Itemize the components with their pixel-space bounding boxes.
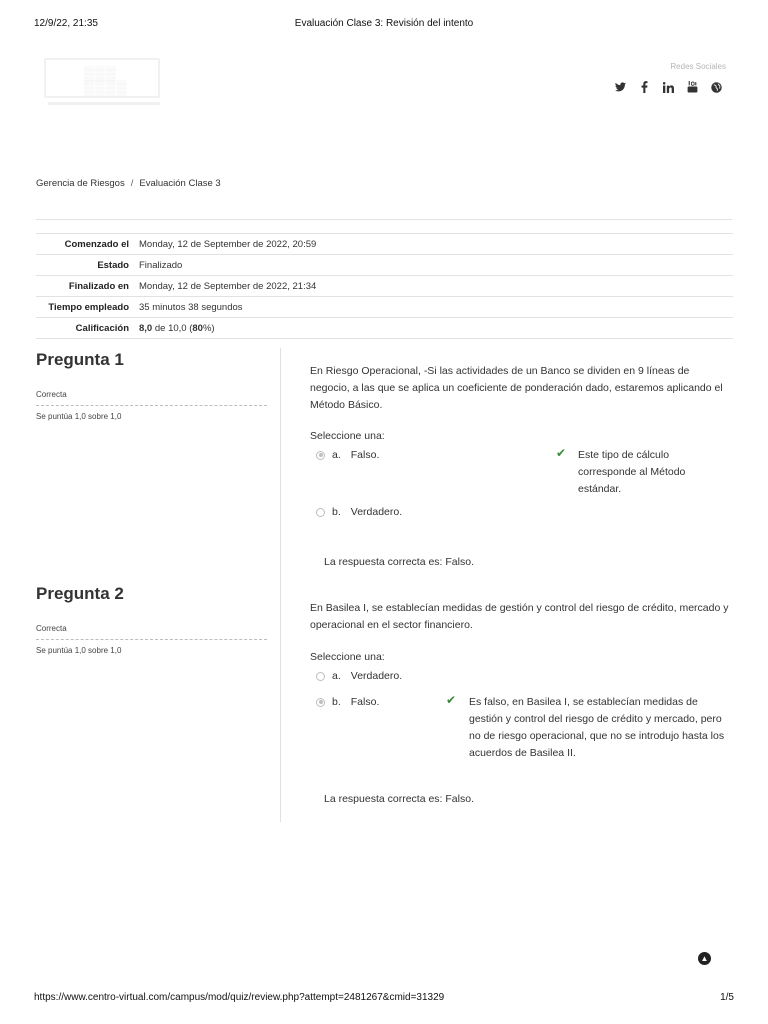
question-title: Pregunta 1 xyxy=(36,350,124,369)
logo-wordmark: ▒▒▒ ▒▒▒▒ xyxy=(84,65,128,95)
social-label: Redes Sociales xyxy=(670,62,726,71)
summary-value: Finalizado xyxy=(135,255,733,276)
question-text: En Riesgo Operacional, -Si las actividades de un Banco se dividen en 9 líneas de negocio, a las que se aplica un coeficiente de ponderación dado, estaremos aplicando el Método Básico. xyxy=(310,365,723,411)
grade-mid: de 10,0 ( xyxy=(152,323,193,334)
summary-label: Tiempo empleado xyxy=(36,297,135,318)
option-letter: a. xyxy=(332,449,341,461)
question-text: En Basilea I, se establecían medidas de gestión y control del riesgo de crédito, mercado y operacional en el sector financiero. xyxy=(310,602,729,631)
option-feedback: Este tipo de cálculo corresponde al Método estándar. xyxy=(578,449,686,495)
grade-percent: 80 xyxy=(192,323,203,334)
checkmark-icon: ✔ xyxy=(556,446,567,460)
answer-option-b[interactable] xyxy=(316,696,379,708)
radio-button[interactable] xyxy=(316,698,325,707)
attempt-summary-table xyxy=(36,233,733,339)
option-feedback: Es falso, en Basilea I, se establecían medidas de gestión y control del riesgo de crédito y mercado, pero no de riesgo operacional, que no se introdujo hasta los acuerdos de Basilea II. xyxy=(469,696,725,759)
print-title: Evaluación Clase 3: Revisión del intento xyxy=(294,18,474,29)
question-info-1 xyxy=(36,350,267,421)
summary-label: Comenzado el xyxy=(36,234,135,255)
breadcrumb-separator: / xyxy=(130,178,134,189)
table-row xyxy=(36,318,733,339)
site-logo[interactable] xyxy=(44,58,162,110)
option-letter: b. xyxy=(332,696,341,708)
answer-option-a[interactable] xyxy=(316,449,379,461)
facebook-icon[interactable] xyxy=(638,80,650,94)
question-state: Correcta xyxy=(36,390,267,406)
option-label: Verdadero. xyxy=(350,670,403,682)
answer-option-a[interactable] xyxy=(316,670,402,682)
summary-grade xyxy=(135,318,733,339)
radio-button[interactable] xyxy=(316,451,325,460)
answer-option-b[interactable] xyxy=(316,506,402,518)
summary-value: Monday, 12 de September de 2022, 20:59 xyxy=(135,234,733,255)
print-page-number: 1/5 xyxy=(720,992,734,1003)
column-divider xyxy=(280,348,281,822)
divider xyxy=(36,219,732,220)
breadcrumb-item-quiz[interactable]: Evaluación Clase 3 xyxy=(139,178,221,189)
table-row xyxy=(36,297,733,318)
option-letter: b. xyxy=(332,506,341,518)
summary-label: Finalizado en xyxy=(36,276,135,297)
option-label: Falso. xyxy=(350,696,380,708)
question-grade: Se puntúa 1,0 sobre 1,0 xyxy=(36,646,122,655)
question-grade: Se puntúa 1,0 sobre 1,0 xyxy=(36,412,122,421)
question-info-2 xyxy=(36,584,267,655)
question-state: Correcta xyxy=(36,624,267,640)
correct-answer-text: La respuesta correcta es: Falso. xyxy=(324,793,474,805)
correct-answer-text: La respuesta correcta es: Falso. xyxy=(324,556,474,568)
globe-icon[interactable] xyxy=(710,80,722,94)
breadcrumb xyxy=(36,178,221,189)
table-row xyxy=(36,276,733,297)
twitter-icon[interactable] xyxy=(614,80,626,94)
summary-label: Calificación xyxy=(36,318,135,339)
summary-label: Estado xyxy=(36,255,135,276)
checkmark-icon: ✔ xyxy=(446,693,457,707)
social-icons xyxy=(614,80,722,94)
linkedin-icon[interactable] xyxy=(662,80,674,94)
option-label: Falso. xyxy=(350,449,380,461)
table-row xyxy=(36,234,733,255)
back-to-top-icon[interactable]: ▲ xyxy=(698,952,711,965)
radio-button[interactable] xyxy=(316,508,325,517)
print-date: 12/9/22, 21:35 xyxy=(34,18,98,29)
option-letter: a. xyxy=(332,670,341,682)
grade-end: %) xyxy=(202,323,215,334)
question-prompt: Seleccione una: xyxy=(310,651,385,663)
option-label: Verdadero. xyxy=(350,506,403,518)
breadcrumb-item-course[interactable]: Gerencia de Riesgos xyxy=(36,178,125,189)
question-prompt: Seleccione una: xyxy=(310,430,385,442)
print-url: https://www.centro-virtual.com/campus/mod/quiz/review.php?attempt=2481267&cmid=31329 xyxy=(34,992,445,1003)
summary-value: Monday, 12 de September de 2022, 21:34 xyxy=(135,276,733,297)
question-title: Pregunta 2 xyxy=(36,584,124,603)
youtube-icon[interactable] xyxy=(686,80,698,94)
radio-button[interactable] xyxy=(316,672,325,681)
table-row xyxy=(36,255,733,276)
logo-tagline-bar xyxy=(48,102,160,105)
grade-score: 8,0 xyxy=(139,323,153,334)
summary-value: 35 minutos 38 segundos xyxy=(135,297,733,318)
